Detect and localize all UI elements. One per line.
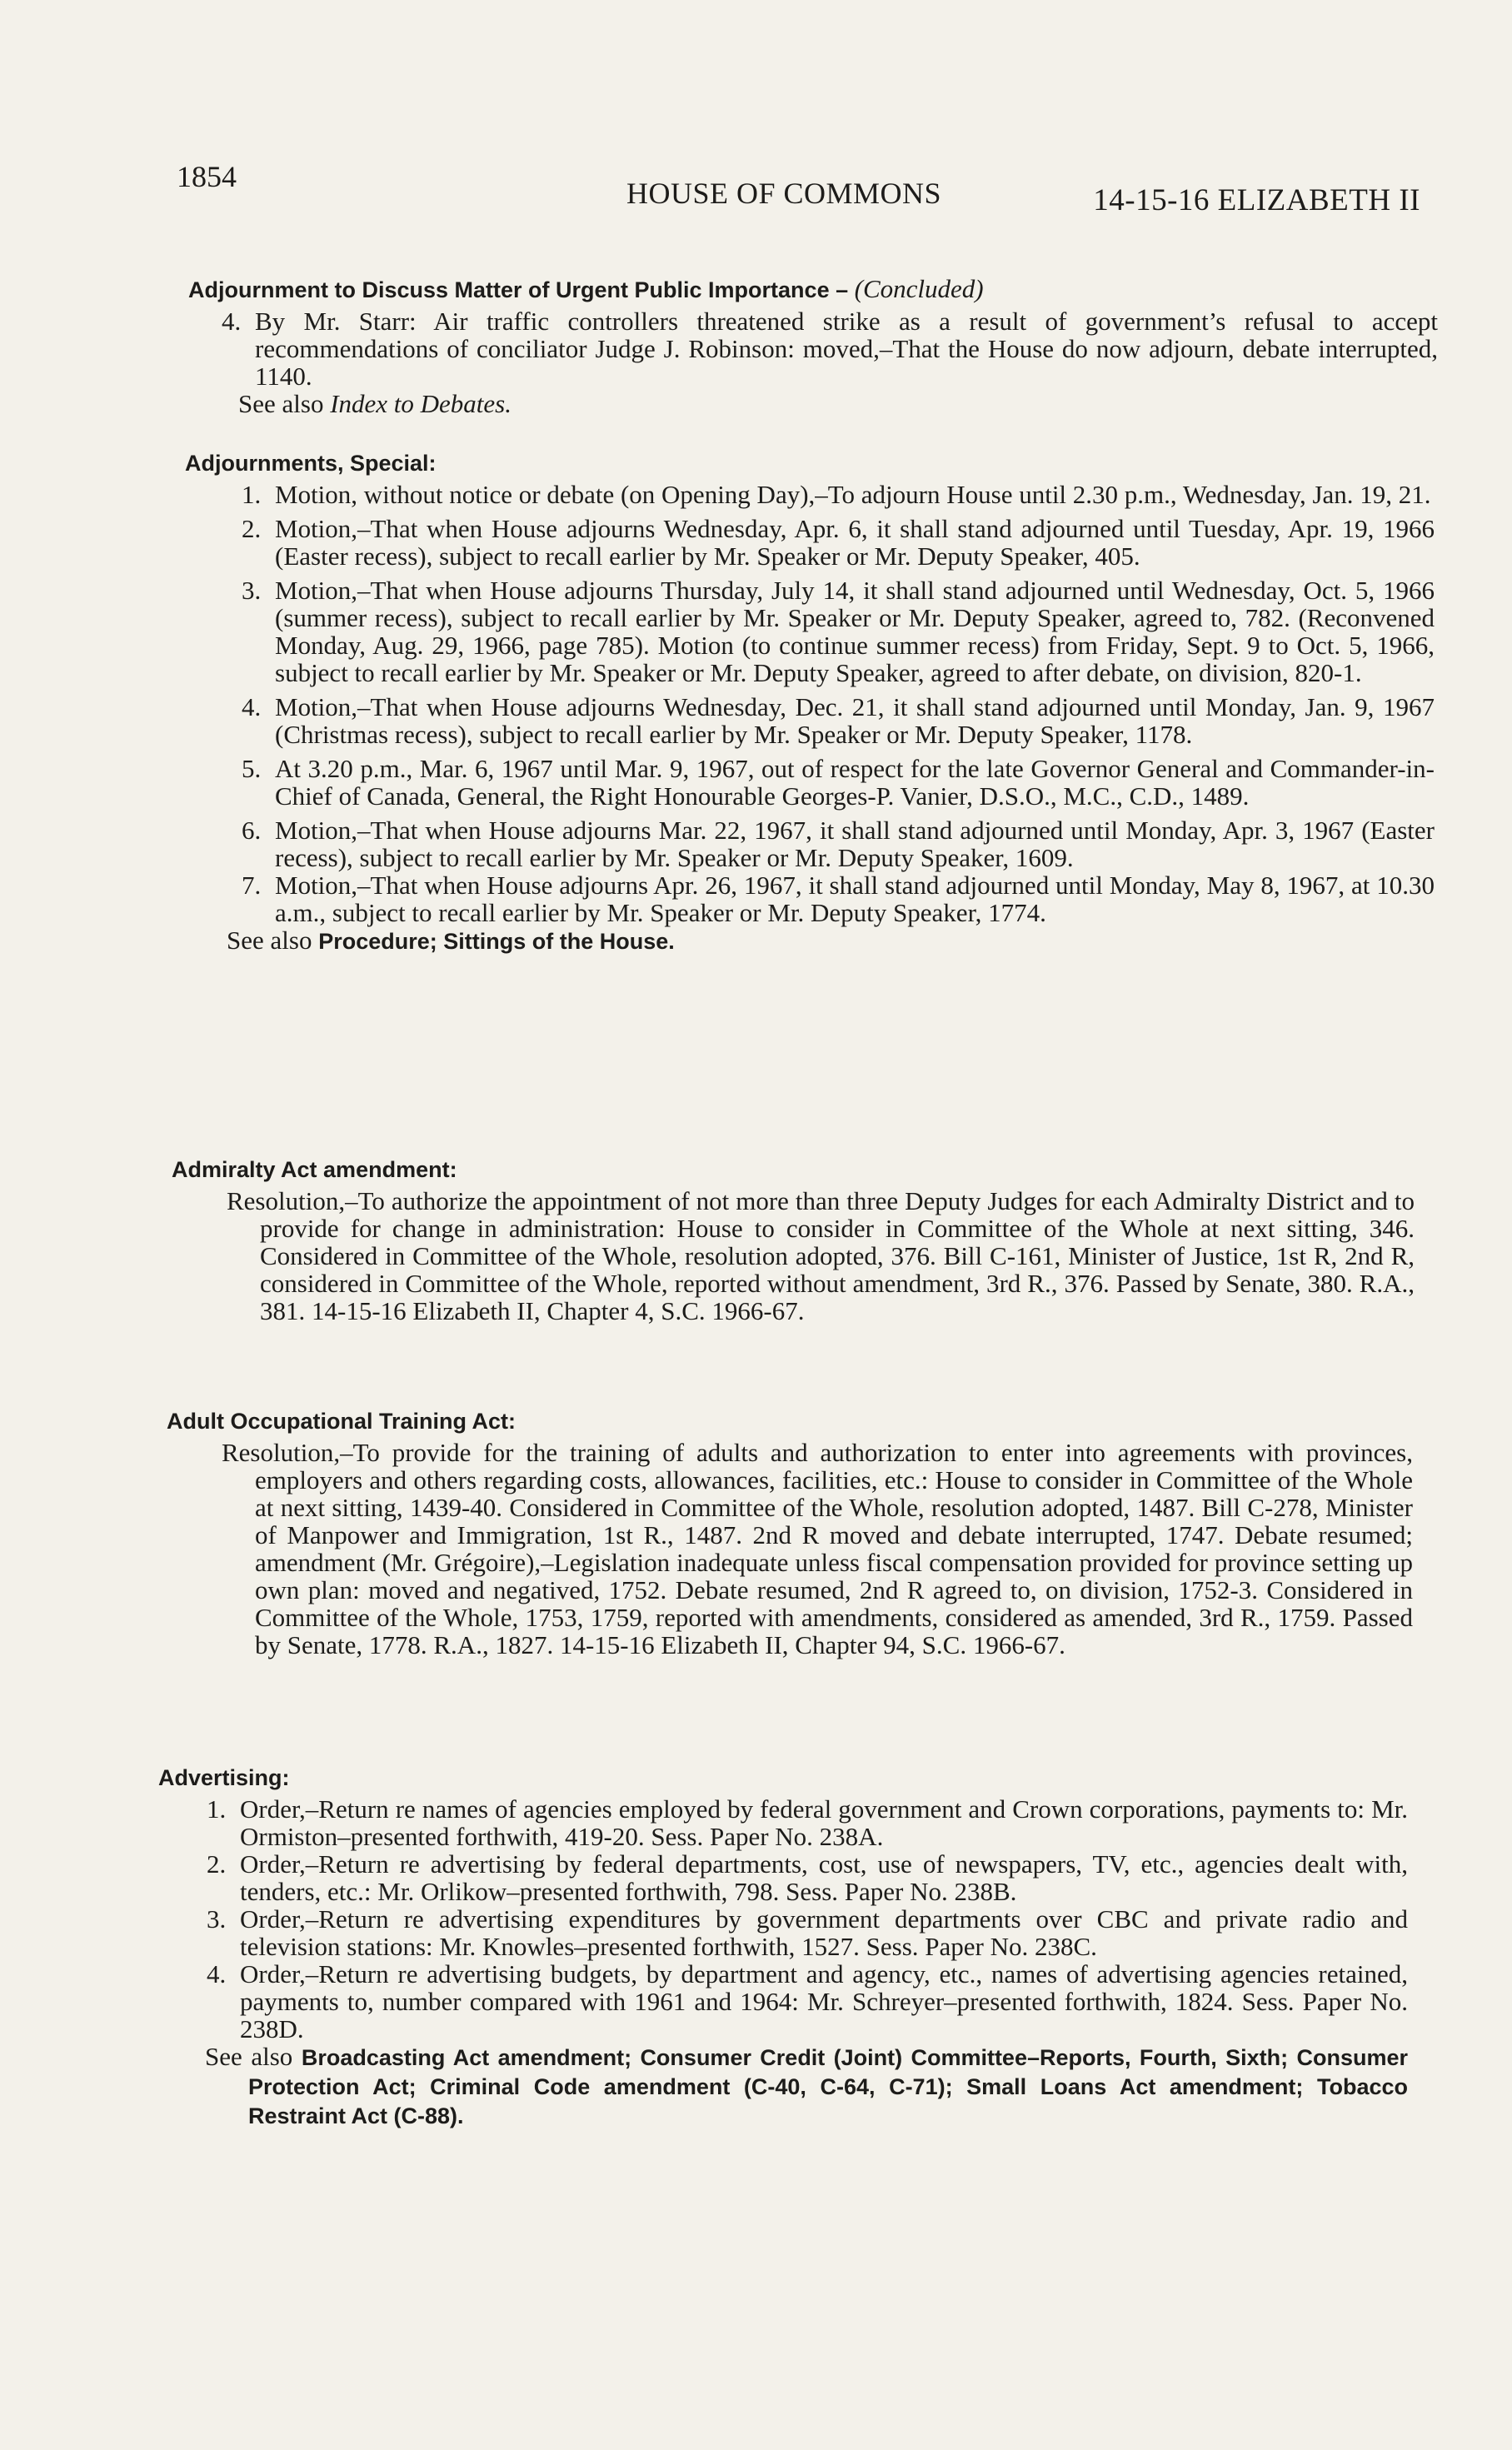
list-item: 1. Motion, without notice or debate (on Opening Day),–To adjourn House until 2.30 p.m., Wednesday, Jan. 19, 21. (242, 480, 1431, 509)
regnal-year: 14-15-16 ELIZABETH II (1093, 183, 1420, 217)
list-item: 4. By Mr. Starr: Air traffic controllers threatened strike as a result of government’s refusal to accept recommendations of conciliator Judge J. Robinson: moved,–That the House do now adjourn, debate interrupted, 1140. (222, 307, 1438, 391)
entry-text: Resolution,–To provide for the training of adults and authorization to enter into agreements with provinces, employers and others regarding costs, allowances, facilities, etc.: House to consider in Committee of the Whole at next sitting, 1439-40. Considered in Committee of the Whole, resolution adopted, 1487. Bill C-278, Minister of Manpower and Immigration, 1st R., 1487. 2nd R moved and debate interrupted, 1747. Debate resumed; amendment (Mr. Grégoire),–Legislation inadequate unless fiscal compensation provided for province setting up own plan: moved and negatived, 1752. Debate resumed, 2nd R agreed to, on division, 1752-3. Considered in Committee of the Whole, 1753, 1759, reported with amendments, considered as amended, 3rd R., 1759. Passed by Senate, 1778. R.A., 1827. 14-15-16 Elizabeth II, Chapter 94, S.C. 1966-67. (222, 1438, 1413, 1659)
entry-heading: Adjournments, Special: (185, 451, 437, 476)
entry-text: Resolution,–To authorize the appointment of not more than three Deputy Judges for each Admiralty District and to provide for change in administration: House to consider in Committee of the Whole at next sitting, 346. Considered in Committee of the Whole, resolution adopted, 376. Bill C-161, Minister of Justice, 1st R, 2nd R, considered in Committee of the Whole, reported without amendment, 3rd R., 376. Passed by Senate, 380. R.A., 381. 14-15-16 Elizabeth II, Chapter 4, S.C. 1966-67. (227, 1186, 1415, 1325)
list-item: 4. Order,–Return re advertising budgets, by department and agency, etc., names of advertising agencies retained, payments to, number compared with 1961 and 1964: Mr. Schreyer–presented forthwith, 1824. Sess. Paper No. 238D. (207, 1959, 1408, 2043)
see-also: See also Broadcasting Act amendment; Consumer Credit (Joint) Committee–Reports, Fourth, Sixth; Consumer Protection Act; Criminal Code amendment (C-40, C-64, C-71); Small Loans Act amendment; Tobacco Restraint Act (C-88). (205, 2042, 1408, 2128)
running-title: HOUSE OF COMMONS (626, 177, 942, 210)
see-also: See also Procedure; Sittings of the House. (227, 926, 675, 955)
page-header (177, 160, 1420, 217)
see-also: See also Index to Debates. (238, 389, 511, 418)
list-item: 5. At 3.20 p.m., Mar. 6, 1967 until Mar. 9, 1967, out of respect for the late Governor General and Commander-in-Chief of Canada, General, the Right Honourable Georges-P. Vanier, D.S.O., M.C., C.D., 1489. (242, 754, 1435, 811)
list-item: 2. Order,–Return re advertising by federal departments, cost, use of newspapers, TV, etc., agencies dealt with, tenders, etc.: Mr. Orlikow–presented forthwith, 798. Sess. Paper No. 238B. (207, 1849, 1408, 1906)
list-item: 4. Motion,–That when House adjourns Wednesday, Dec. 21, it shall stand adjourned until Monday, Jan. 9, 1967 (Christmas recess), subject to recall earlier by Mr. Speaker or Mr. Deputy Speaker, 1178. (242, 692, 1435, 749)
entry-heading: Adult Occupational Training Act: (167, 1409, 516, 1434)
page-number: 1854 (177, 160, 237, 193)
entry-heading: Admiralty Act amendment: (172, 1157, 457, 1182)
entry-heading: Advertising: (158, 1765, 290, 1790)
list-item: 6. Motion,–That when House adjourns Mar. 22, 1967, it shall stand adjourned until Monday, Apr. 3, 1967 (Easter recess), subject to recall earlier by Mr. Speaker or Mr. Deputy Speaker, 1609. (242, 816, 1435, 872)
concluded-note: (Concluded) (854, 274, 984, 303)
entry-adjournment-urgent (188, 275, 1438, 417)
entry-admiralty-act (172, 1156, 1415, 1325)
list-item: 7. Motion,–That when House adjourns Apr. 26, 1967, it shall stand adjourned until Monday, May 8, 1967, at 10.30 a.m., subject to recall earlier by Mr. Speaker or Mr. Deputy Speaker, 1774. (242, 871, 1435, 927)
list-item: 2. Motion,–That when House adjourns Wednesday, Apr. 6, it shall stand adjourned until Tuesday, Apr. 19, 1966 (Easter recess), subject to recall earlier by Mr. Speaker or Mr. Deputy Speaker, 405. (242, 514, 1435, 571)
entry-advertising (158, 1764, 1408, 2130)
list-item: 1. Order,–Return re names of agencies employed by federal government and Crown corporations, payments to: Mr. Ormiston–presented forthwith, 419-20. Sess. Paper No. 238A. (207, 1794, 1408, 1851)
list-item: 3. Order,–Return re advertising expenditures by government departments over CBC and private radio and television stations: Mr. Knowles–presented forthwith, 1527. Sess. Paper No. 238C. (207, 1904, 1408, 1961)
list-item: 3. Motion,–That when House adjourns Thursday, July 14, it shall stand adjourned until Wednesday, Oct. 5, 1966 (summer recess), subject to recall earlier by Mr. Speaker or Mr. Deputy Speaker, agreed to, 782. (Reconvened Monday, Aug. 29, 1966, page 785). Motion (to continue summer recess) from Friday, Sept. 9 to Oct. 5, 1966, subject to recall earlier by Mr. Speaker or Mr. Deputy Speaker, agreed to after debate, on division, 820-1. (242, 576, 1435, 687)
entry-heading: Adjournment to Discuss Matter of Urgent Public Importance – (Concluded) (188, 274, 984, 303)
entry-adjournments-special (185, 450, 1435, 956)
entry-adult-training-act (167, 1408, 1413, 1659)
